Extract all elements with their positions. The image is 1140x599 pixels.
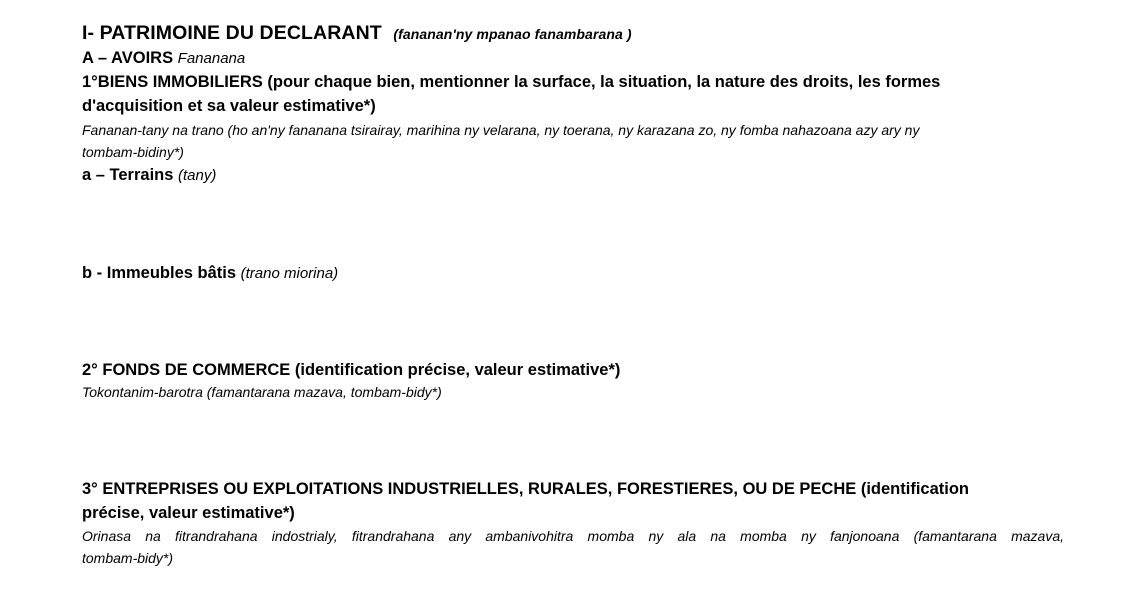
immeubles-translation: (trano miorina) [240, 265, 339, 282]
terrains-translation: (tany) [178, 167, 217, 184]
entreprises-translation-line2: tombam-bidy*) [82, 550, 174, 566]
biens-heading-line2: d'acquisition et sa valeur estimative*) [82, 97, 376, 115]
entreprises-translation-line1: Orinasa na fitrandrahana indostrialy, fitrandrahana any ambanivohitra momba ny ala na momba ny fanjonoana (famantarana mazava, [82, 528, 1064, 544]
avoirs-translation: Fananana [177, 50, 246, 67]
entreprises-heading-line1: 3° ENTREPRISES OU EXPLOITATIONS INDUSTRIELLES, RURALES, FORESTIERES, OU DE PECHE (identification [82, 480, 969, 498]
terrains-label: a – Terrains [82, 166, 174, 184]
fonds-commerce-heading: 2° FONDS DE COMMERCE (identification précise, valeur estimative*) [82, 361, 621, 379]
section-title: I- PATRIMOINE DU DECLARANT [82, 22, 382, 44]
biens-heading-line1: 1°BIENS IMMOBILIERS (pour chaque bien, mentionner la surface, la situation, la nature des droits, les formes [82, 73, 941, 91]
entreprises-heading-line2: précise, valeur estimative*) [82, 504, 295, 522]
section-subtitle: (fananan'ny mpanao fanambarana ) [393, 26, 632, 42]
terrains-line [82, 166, 216, 185]
immeubles-label: b - Immeubles bâtis [82, 264, 237, 282]
biens-translation-line2: tombam-bidiny*) [82, 144, 184, 160]
avoirs-line [82, 49, 245, 68]
avoirs-label: A – AVOIRS [82, 49, 174, 67]
biens-translation-line1: Fananan-tany na trano (ho an'ny fananana tsirairay, marihina ny velarana, ny toerana, ny karazana zo, ny fomba nahazoana azy ary ny [82, 122, 920, 138]
section-title-line [82, 22, 632, 45]
fonds-commerce-translation: Tokontanim-barotra (famantarana mazava, tombam-bidy*) [82, 384, 442, 400]
immeubles-line [82, 264, 338, 283]
